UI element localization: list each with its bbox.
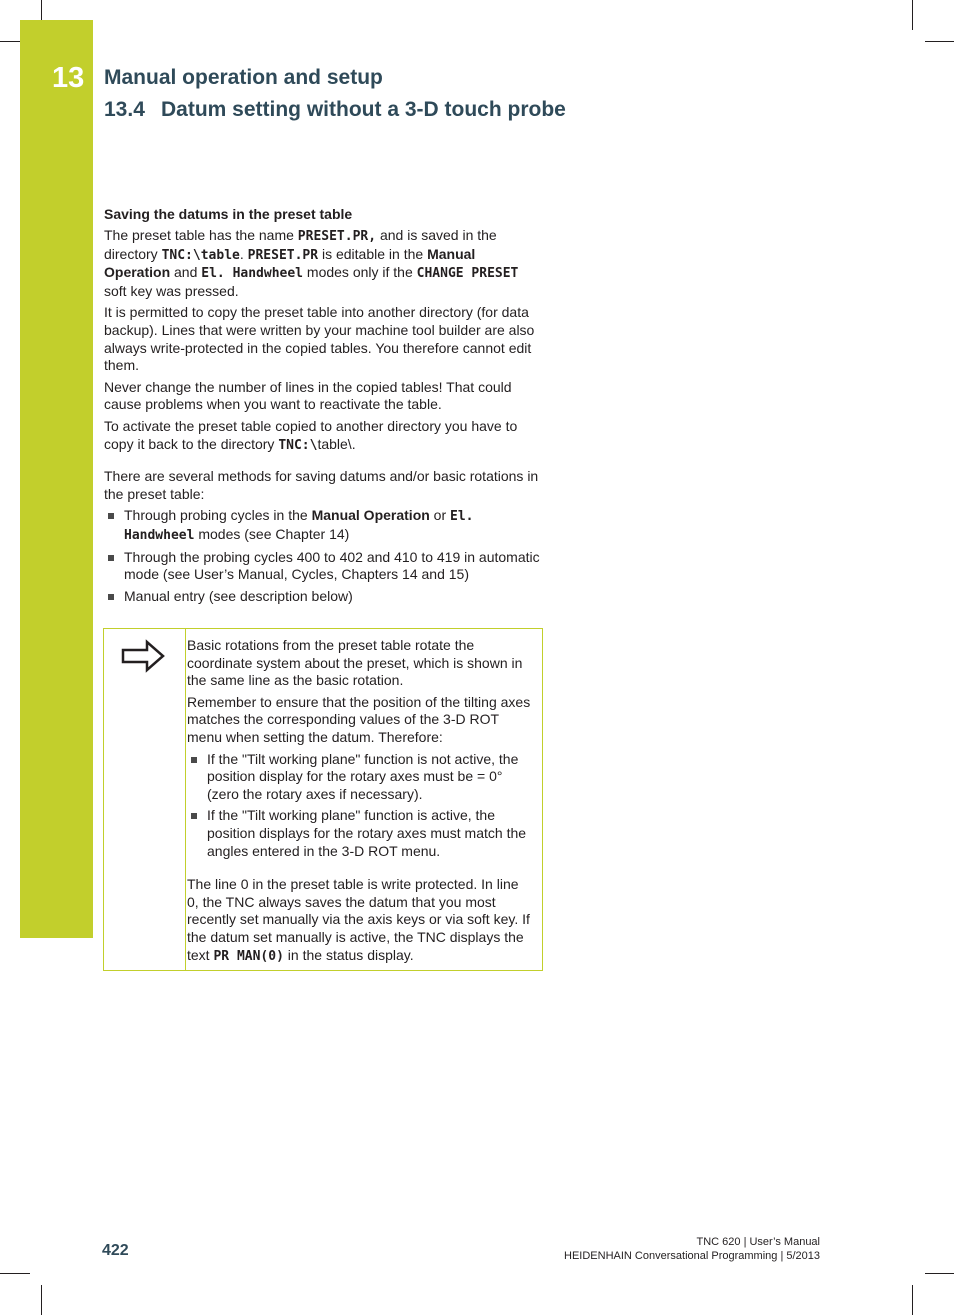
keyword: El. Handwheel <box>124 509 474 543</box>
text: modes only if the <box>303 264 417 281</box>
arrow-right-icon <box>121 637 167 680</box>
chapter-number: 13 <box>52 62 85 94</box>
text: is editable in the <box>318 245 428 262</box>
crop-mark <box>0 41 20 42</box>
paragraph: Basic rotations from the preset table rotate the coordinate system about the preset, which is shown in the same line as the basic rotation. <box>187 637 523 689</box>
subheading: Saving the datums in the preset table <box>104 206 353 222</box>
crop-mark <box>912 1285 913 1315</box>
text: modes (see Chapter 14) <box>194 525 350 542</box>
keyword: Manual Operation <box>104 245 476 281</box>
keyword: El. Handwheel <box>201 266 304 282</box>
footer-line: HEIDENHAIN Conversational Programming | 5/2013 <box>564 1250 820 1262</box>
crop-mark <box>912 0 913 30</box>
text: . <box>239 245 248 262</box>
paragraph <box>187 876 532 965</box>
bullet-list <box>104 507 544 605</box>
keyword: PRESET.PR <box>247 247 319 263</box>
list-item: Through the probing cycles 400 to 402 and 410 to 419 in automatic mode (see User’s Manual, Cycles, Chapters 14 and 15) <box>104 549 544 584</box>
keyword: TNC:\table <box>161 247 240 263</box>
note-text <box>187 637 532 969</box>
paragraph <box>104 227 544 300</box>
text: and is saved in the directory <box>104 227 497 262</box>
text: in the status display. <box>283 946 414 963</box>
crop-mark <box>925 1273 954 1274</box>
text: To activate the preset table copied to another directory you have to copy it back to the directory <box>104 417 518 452</box>
section-number: 13.4 <box>104 98 145 121</box>
text: and <box>170 264 202 281</box>
section-title <box>104 98 566 122</box>
keyword: Manual Operation <box>311 507 430 524</box>
spacer <box>187 864 532 876</box>
text: Through probing cycles in the <box>124 507 312 524</box>
chapter-title: Manual operation and setup <box>104 66 383 89</box>
list-item: If the "Tilt working plane" function is active, the position displays for the rotary axes must match the angles entered in the 3-D ROT menu. <box>187 807 532 860</box>
keyword: TNC:\ <box>278 437 318 453</box>
paragraph: There are several methods for saving datums and/or basic rotations in the preset table: <box>104 468 539 502</box>
note-box <box>103 628 543 971</box>
keyword: PR MAN(0) <box>213 948 284 964</box>
keyword: PRESET.PR, <box>297 229 377 244</box>
footer-info <box>564 1235 820 1263</box>
spacer <box>104 458 544 468</box>
text: The line 0 in the preset table is write protected. In line 0, the TNC always saves the datum that you most recently set manually via the axis keys or via soft key. If the datum set manually is active, the TNC displays the text <box>187 876 530 963</box>
list-item: If the "Tilt working plane" function is not active, the position display for the rotary axes must be = 0° (zero the rotary axes if necessary). <box>187 751 532 804</box>
bullet-list <box>187 751 532 861</box>
crop-mark <box>41 1285 42 1315</box>
footer-line: TNC 620 | User’s Manual <box>696 1236 820 1248</box>
note-divider <box>185 629 186 970</box>
text: or <box>429 507 451 524</box>
paragraph: Never change the number of lines in the copied tables! That could cause problems when you want to reactivate the table. <box>104 378 512 413</box>
chapter-sidebar <box>20 20 93 938</box>
crop-mark <box>41 0 42 20</box>
paragraph: Remember to ensure that the position of the tilting axes matches the corresponding values of the 3-D ROT menu when setting the datum. Therefore: <box>187 693 531 745</box>
keyword: CHANGE PRESET <box>416 266 519 282</box>
main-content <box>104 205 544 609</box>
crop-mark <box>925 41 954 42</box>
list-item: Manual entry (see description below) <box>104 588 544 606</box>
text: soft key was pressed. <box>104 282 239 299</box>
paragraph: It is permitted to copy the preset table into another directory (for data backup). Lines that were written by your machine tool builder are also always write-protected in the copied tables. You therefore cannot edit them. <box>104 304 535 374</box>
list-item <box>104 507 544 544</box>
section-title-text: Datum setting without a 3-D touch probe <box>161 98 566 121</box>
paragraph <box>104 418 544 454</box>
text: table\. <box>317 435 356 452</box>
text: The preset table has the name <box>104 227 298 243</box>
page-number: 422 <box>102 1242 129 1259</box>
crop-mark <box>0 1273 30 1274</box>
